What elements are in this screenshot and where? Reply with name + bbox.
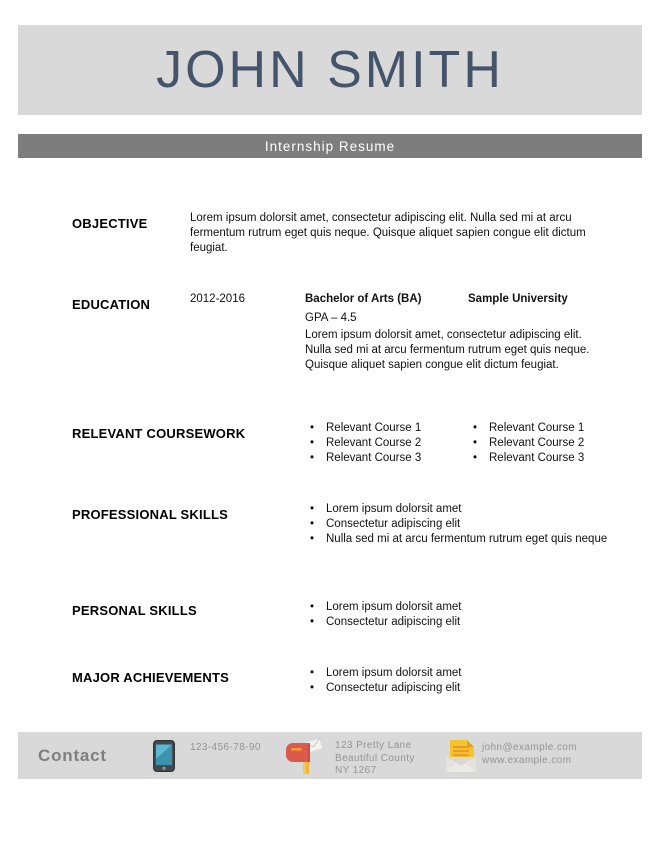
- education-degree: Bachelor of Arts (BA): [305, 293, 422, 305]
- contact-label: Contact: [38, 746, 107, 765]
- education-dates: 2012-2016: [190, 293, 245, 305]
- list-item: • Relevant Course 1: [468, 421, 618, 436]
- contact-web: [482, 742, 577, 767]
- contact-email: john@example.com: [482, 742, 577, 753]
- list-item: • Consectetur adipiscing elit: [305, 517, 623, 532]
- coursework-list-col2: [468, 421, 618, 466]
- contact-phone: 123-456-78-90: [190, 742, 261, 753]
- subtitle-bar: [18, 134, 642, 158]
- address-line: NY 1267: [335, 765, 377, 776]
- list-item: • Lorem ipsum dolorsit amet: [305, 600, 623, 615]
- contact-address: [335, 740, 415, 778]
- objective-text: Lorem ipsum dolorsit amet, consectetur adipiscing elit. Nulla sed mi at arcu fermentum rutrum eget quis neque. Quisque aliquet sapien congue elit dictum feugiat.: [190, 212, 586, 254]
- resume-type-label: Internship Resume: [264, 138, 396, 154]
- section-label-personal-skills: PERSONAL SKILLS: [72, 603, 197, 618]
- coursework-list-col1: [305, 421, 455, 466]
- list-item: • Relevant Course 2: [305, 436, 455, 451]
- list-item: • Lorem ipsum dolorsit amet: [305, 666, 623, 681]
- address-line: 123 Pretty Lane: [335, 740, 412, 751]
- list-item: • Relevant Course 1: [305, 421, 455, 436]
- section-label-objective: OBJECTIVE: [72, 216, 148, 231]
- address-line: Beautiful County: [335, 752, 415, 764]
- section-label-major-achievements: MAJOR ACHIEVEMENTS: [72, 670, 229, 685]
- list-item: • Nulla sed mi at arcu fermentum rutrum eget quis neque: [305, 532, 623, 547]
- contact-website: www.example.com: [482, 754, 572, 766]
- education-description: Lorem ipsum dolorsit amet, consectetur adipiscing elit. Nulla sed mi at arcu fermentum rutrum eget quis neque. Quisque aliquet sapien congue elit dictum feugiat.: [305, 329, 590, 371]
- person-name: JOHN SMITH: [156, 41, 504, 99]
- list-item: • Consectetur adipiscing elit: [305, 681, 623, 696]
- smartphone-icon: [153, 740, 175, 777]
- achievements-list: [305, 666, 623, 696]
- list-item: • Consectetur adipiscing elit: [305, 615, 623, 630]
- list-item: • Relevant Course 3: [468, 451, 618, 466]
- personal-skills-list: [305, 600, 623, 630]
- name-banner: [18, 25, 642, 115]
- list-item: • Relevant Course 2: [468, 436, 618, 451]
- education-school: Sample University: [468, 293, 568, 305]
- section-label-education: EDUCATION: [72, 297, 151, 312]
- section-label-professional-skills: PROFESSIONAL SKILLS: [72, 507, 228, 522]
- contact-bar: [18, 732, 642, 779]
- section-label-coursework: RELEVANT COURSEWORK: [72, 426, 246, 441]
- mailbox-icon: [284, 735, 326, 782]
- education-gpa: GPA – 4.5: [305, 312, 357, 324]
- open-envelope-icon: [442, 738, 480, 779]
- professional-skills-list: [305, 502, 623, 547]
- list-item: • Relevant Course 3: [305, 451, 455, 466]
- list-item: • Lorem ipsum dolorsit amet: [305, 502, 623, 517]
